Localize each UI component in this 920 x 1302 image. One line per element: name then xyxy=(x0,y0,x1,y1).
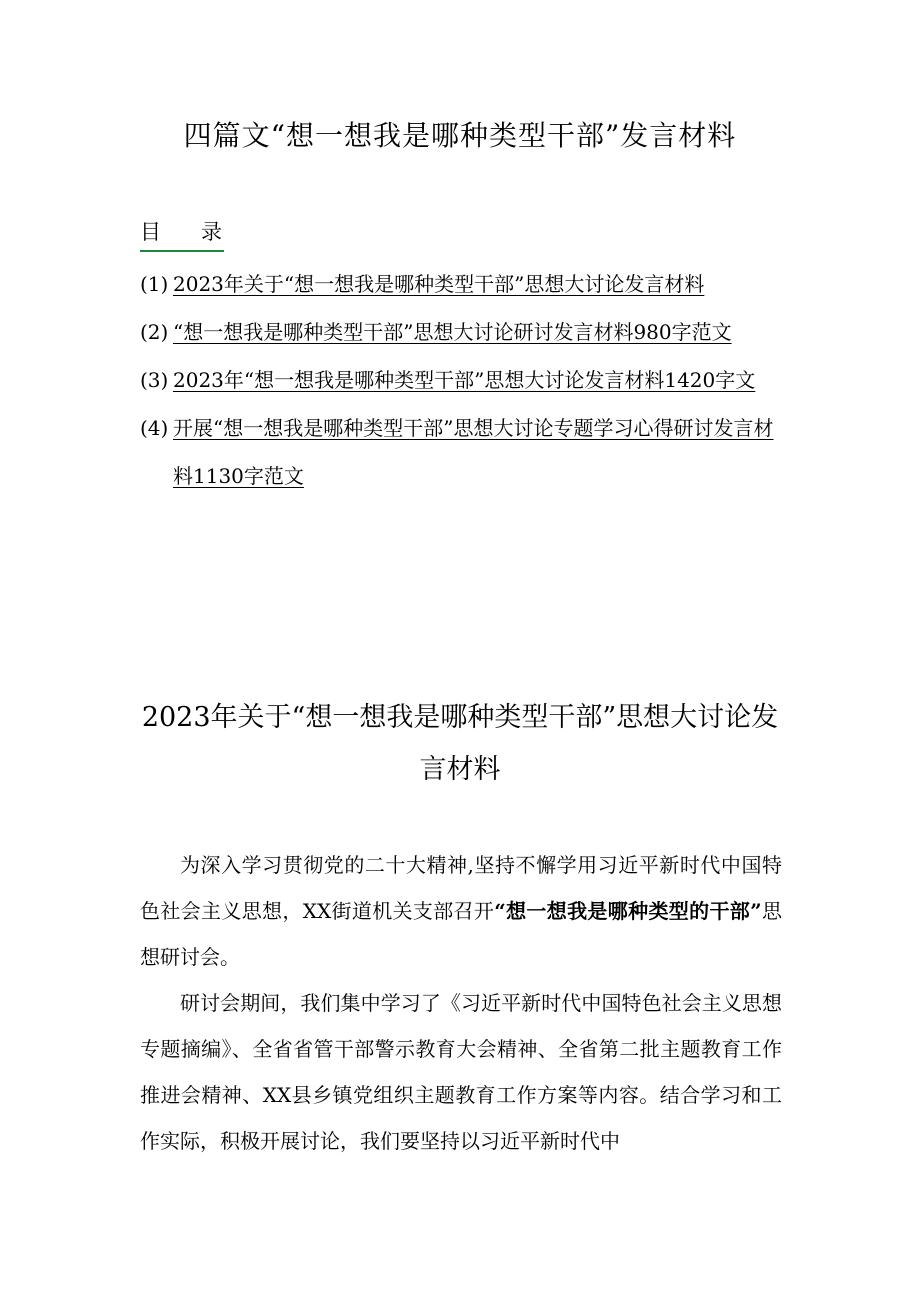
paragraph-1 xyxy=(140,842,782,980)
toc-link-2[interactable]: “想一想我是哪种类型干部”思想大讨论研讨发言材料980字范文 xyxy=(173,320,732,344)
paragraph-2: 研讨会期间，我们集中学习了《习近平新时代中国特色社会主义思想专题摘编》、全省省管干部警示教育大会精神、全省第二批主题教育工作推进会精神、XX县乡镇党组织主题教育工作方案等内容。结合学习和工作实际，积极开展讨论，我们要坚持以习近平新时代中 xyxy=(140,991,782,1153)
toc-heading xyxy=(140,214,224,252)
toc-heading-left: 目 xyxy=(140,220,161,244)
toc-item-number: (4) xyxy=(140,416,169,440)
toc-item-number: (1) xyxy=(140,272,169,296)
toc-item-4 xyxy=(140,404,790,500)
toc-item-1 xyxy=(140,260,790,308)
toc-link-3[interactable]: 2023年“想一想我是哪种类型干部”思想大讨论发言材料1420字文 xyxy=(173,368,756,392)
toc-item-2 xyxy=(140,308,790,356)
toc-link-4[interactable]: 开展“想一想我是哪种类型干部”思想大讨论专题学习心得研讨发言材料1130字范文 xyxy=(173,416,774,488)
article-body xyxy=(140,842,782,1164)
paragraph-1-end: 思想研讨会。 xyxy=(140,899,782,969)
toc-item-3 xyxy=(140,356,790,404)
toc-item-number: (2) xyxy=(140,320,169,344)
document-title: 四篇文“想一想我是哪种类型干部”发言材料 xyxy=(183,119,737,152)
paragraph-1-start: 为深入学习贯彻党的二十大精神,坚持不懈学用习近平新时代中国特色社会主义思想，XX街道机关支部召开 xyxy=(140,853,782,923)
paragraph-1-emphasis: “想一想我是哪种类型的干部” xyxy=(494,899,762,923)
table-of-contents xyxy=(140,260,790,500)
section-title: 2023年关于“想一想我是哪种类型干部”思想大讨论发言材料 xyxy=(141,702,779,785)
toc-item-number: (3) xyxy=(140,368,169,392)
toc-heading-right: 录 xyxy=(201,220,222,244)
toc-link-1[interactable]: 2023年关于“想一想我是哪种类型干部”思想大讨论发言材料 xyxy=(173,272,705,296)
